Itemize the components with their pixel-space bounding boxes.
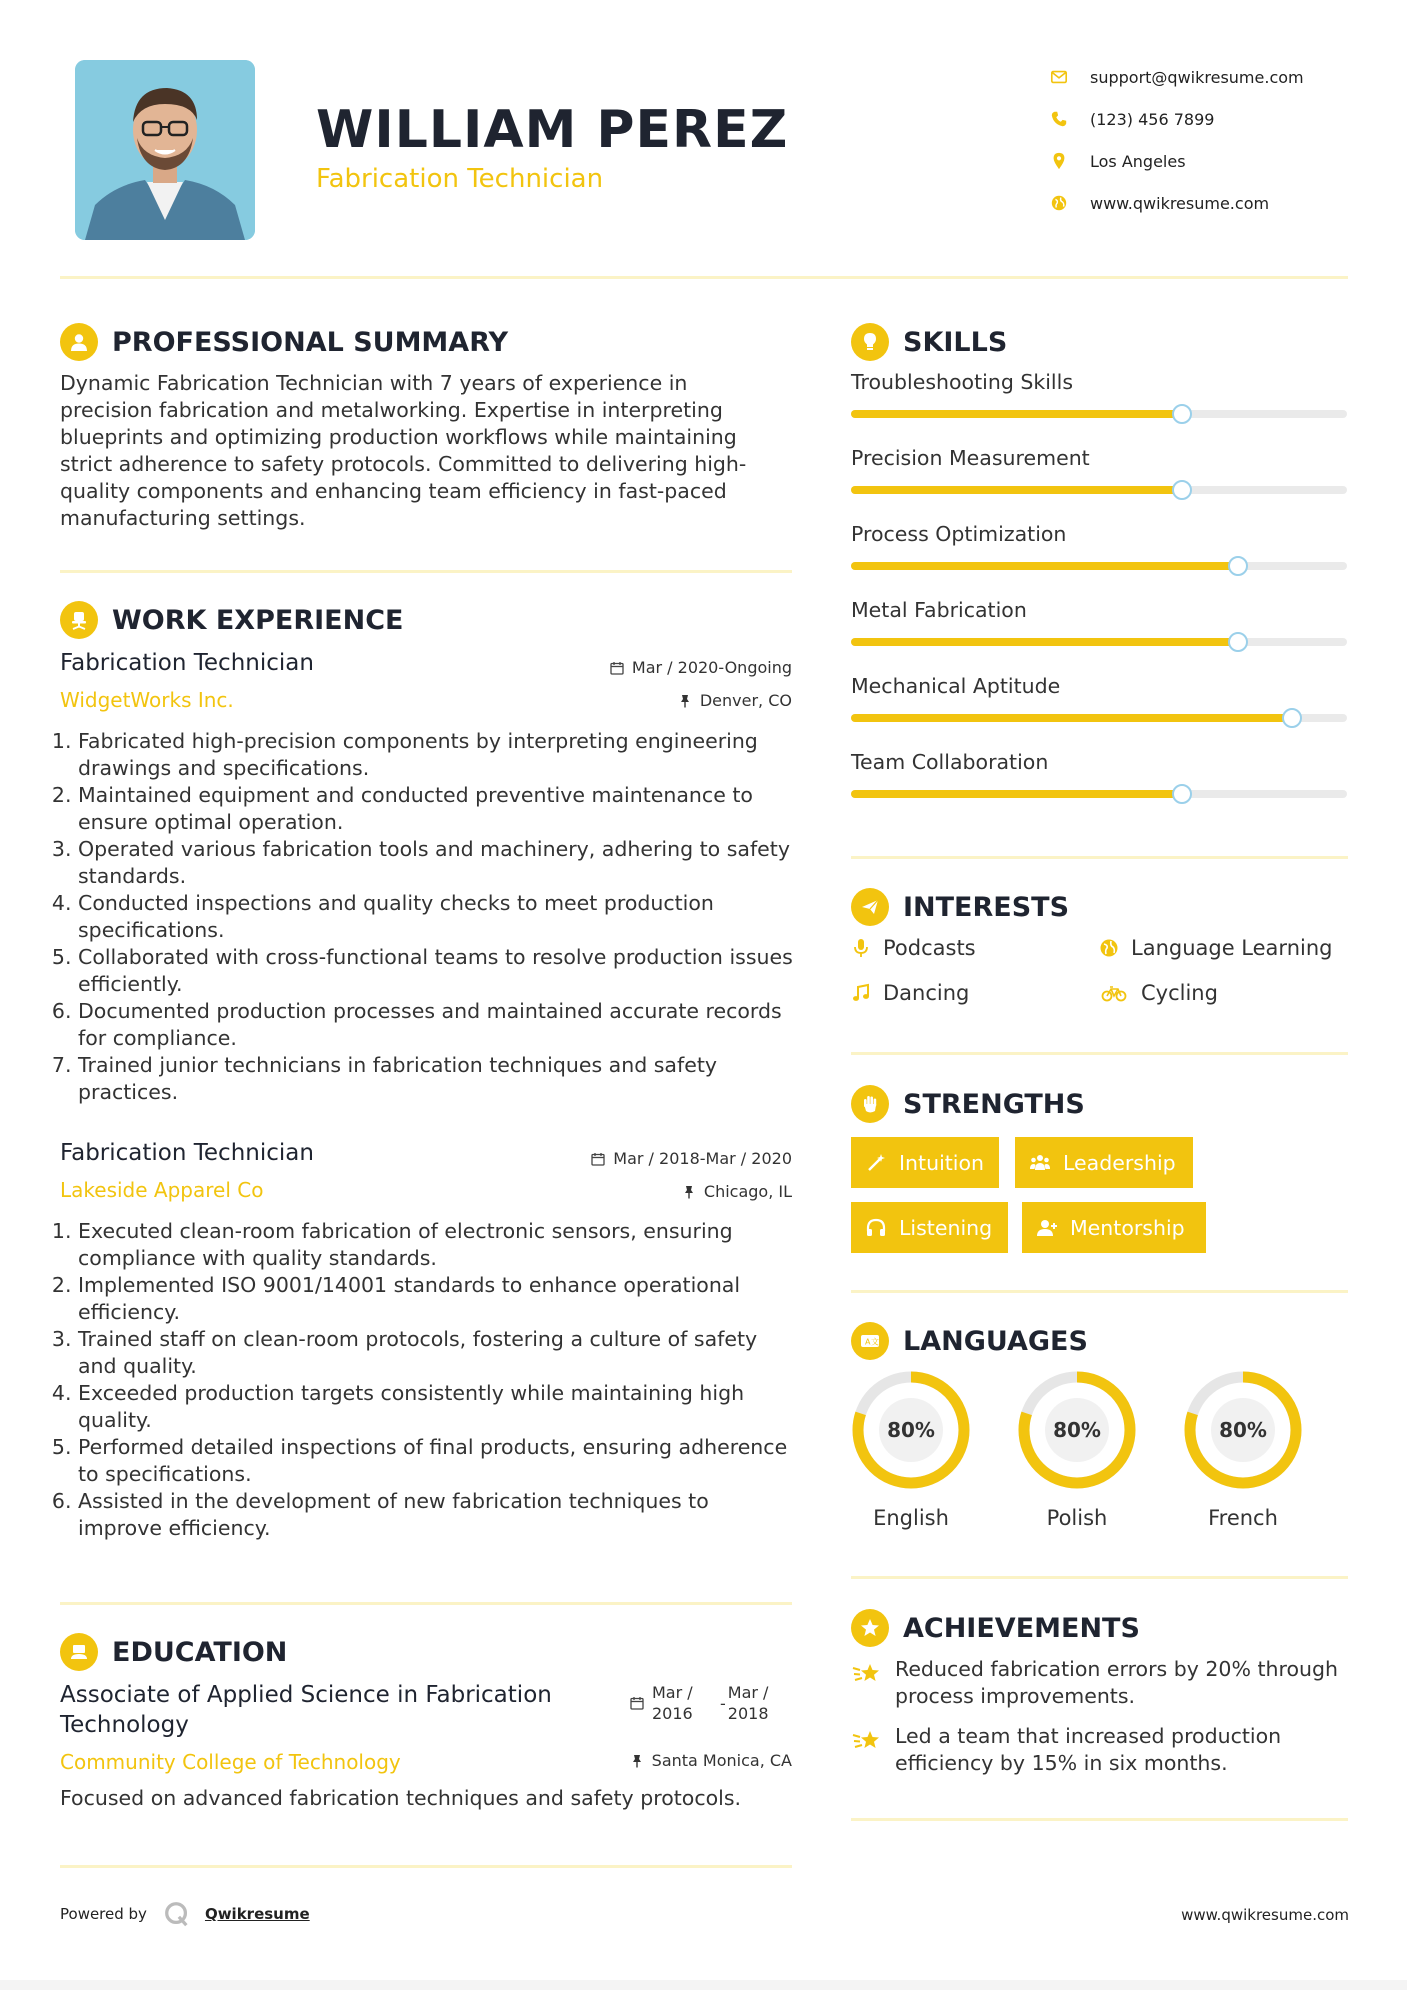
contact-location	[1050, 140, 1304, 182]
skill-name: Metal Fabrication	[851, 598, 1027, 622]
contact-phone	[1050, 98, 1304, 140]
job-location	[560, 1182, 792, 1201]
interest-label: Language Learning	[1131, 936, 1333, 960]
language-ring	[1181, 1368, 1305, 1492]
shooting-star-icon	[851, 1658, 883, 1690]
music-icon	[851, 983, 871, 1003]
skill-name: Precision Measurement	[851, 446, 1090, 470]
skill-name: Team Collaboration	[851, 750, 1049, 774]
contact-website-text[interactable]: www.qwikresume.com	[1090, 193, 1270, 213]
job-location-text: Chicago, IL	[703, 1182, 792, 1201]
language-item	[1015, 1368, 1139, 1530]
skill-bar	[851, 562, 1347, 570]
language-name: Polish	[1046, 1506, 1108, 1530]
education-description: Focused on advanced fabrication techniques and safety protocols.	[60, 1786, 742, 1810]
language-percent: 80%	[1053, 1418, 1101, 1442]
svg-text:文: 文	[871, 1337, 879, 1347]
interests-divider	[851, 1052, 1348, 1055]
list-item: 3. Trained staff on clean-room protocols, fostering a culture of safety and quality.	[78, 1326, 792, 1380]
strength-chip	[851, 1137, 999, 1188]
languages-heading	[851, 1322, 1088, 1360]
svg-text:A: A	[865, 1337, 871, 1347]
magic-wand-icon	[865, 1152, 887, 1174]
education-location	[560, 1751, 792, 1770]
education-heading-text: EDUCATION	[112, 1636, 288, 1668]
strength-chip	[1015, 1137, 1193, 1188]
job-dates	[560, 658, 792, 677]
powered-by-text: Powered by	[60, 1905, 147, 1923]
skill-level-knob	[1228, 556, 1248, 576]
summary-heading	[60, 323, 508, 361]
lightbulb-icon	[851, 323, 889, 361]
pushpin-icon	[678, 694, 692, 708]
skill-bar	[851, 638, 1347, 646]
contact-list	[1050, 56, 1304, 224]
experience-heading	[60, 601, 403, 639]
qwikresume-logo-icon	[163, 1900, 191, 1928]
skills-heading-text: SKILLS	[903, 326, 1008, 358]
skill-level-knob	[1172, 784, 1192, 804]
contact-email-text[interactable]: support@qwikresume.com	[1090, 67, 1304, 87]
skill-bar-fill	[851, 790, 1182, 798]
list-item: 6. Assisted in the development of new fabrication techniques to improve efficiency.	[78, 1488, 792, 1542]
list-item: 1. Executed clean-room fabrication of electronic sensors, ensuring compliance with quality standards.	[78, 1218, 792, 1272]
skill-bar	[851, 486, 1347, 494]
candidate-title: Fabrication Technician	[316, 164, 604, 194]
summary-text: Dynamic Fabrication Technician with 7 years of experience in precision fabrication and metalworking. Expertise in interpreting blueprints and optimizing production workflows while maintaining strict adherence to safety protocols. Committed to delivering high-quality components and enhancing team efficiency in fast-paced manufacturing settings.	[60, 371, 747, 530]
contact-phone-text[interactable]: (123) 456 7899	[1090, 109, 1215, 129]
skill-bar-fill	[851, 562, 1238, 570]
education-date-end: Mar / 2018	[727, 1683, 769, 1723]
education-date-separator: -	[720, 1693, 726, 1713]
contact-email	[1050, 56, 1304, 98]
achievements-divider	[851, 1818, 1348, 1821]
skill-bar	[851, 714, 1347, 722]
skill-item	[851, 750, 1347, 798]
office-chair-icon	[60, 601, 98, 639]
language-percent: 80%	[1219, 1418, 1267, 1442]
skill-bar-fill	[851, 638, 1238, 646]
microphone-icon	[851, 938, 871, 958]
list-item: 7. Trained junior technicians in fabrication techniques and safety practices.	[78, 1052, 800, 1106]
map-pin-icon	[1050, 152, 1068, 170]
list-item: 2. Maintained equipment and conducted preventive maintenance to ensure optimal operation.	[78, 782, 800, 836]
achievements-heading	[851, 1609, 1140, 1647]
skill-bar-fill	[851, 714, 1292, 722]
interest-label: Podcasts	[883, 936, 976, 960]
experience-heading-text: WORK EXPERIENCE	[112, 604, 404, 636]
graduation-icon	[60, 1633, 98, 1671]
skill-item	[851, 370, 1347, 418]
list-item: 1. Fabricated high-precision components by interpreting engineering drawings and specifications.	[78, 728, 800, 782]
skill-name: Troubleshooting Skills	[851, 370, 1074, 394]
skills-heading	[851, 323, 1007, 361]
pushpin-icon	[630, 1754, 644, 1768]
list-item: 4. Exceeded production targets consistently while maintaining high quality.	[78, 1380, 792, 1434]
contact-website	[1050, 182, 1304, 224]
footer-powered-by	[60, 1900, 310, 1928]
shooting-star-icon	[851, 1725, 883, 1757]
paper-plane-icon	[851, 888, 889, 926]
list-item: 4. Conducted inspections and quality checks to meet production specifications.	[78, 890, 800, 944]
company-name: WidgetWorks Inc.	[60, 688, 234, 712]
users-icon	[1029, 1152, 1051, 1174]
interest-item	[851, 936, 976, 960]
qwikresume-link[interactable]: Qwikresume	[204, 1905, 310, 1923]
footer-website[interactable]: www.qwikresume.com	[1181, 1906, 1349, 1924]
strength-label: Mentorship	[1070, 1215, 1185, 1240]
strength-label: Intuition	[899, 1150, 985, 1175]
language-item	[849, 1368, 973, 1530]
language-ring	[1015, 1368, 1139, 1492]
education-dates	[630, 1682, 786, 1724]
skill-bar	[851, 410, 1347, 418]
user-icon	[60, 323, 98, 361]
strengths-heading	[851, 1085, 1085, 1123]
job-title: Fabrication Technician	[60, 1140, 314, 1166]
achievement-text: Led a team that increased production efficiency by 15% in six months.	[895, 1724, 1282, 1775]
degree-line-2: Technology	[60, 1712, 189, 1738]
list-item: 6. Documented production processes and maintained accurate records for compliance.	[78, 998, 800, 1052]
interests-heading-text: INTERESTS	[903, 891, 1070, 923]
star-badge-icon	[851, 1609, 889, 1647]
skills-divider	[851, 856, 1348, 859]
calendar-icon	[630, 1696, 644, 1710]
achievement-item	[851, 1656, 1351, 1710]
job-bullets	[60, 728, 800, 1106]
summary-heading-text: PROFESSIONAL SUMMARY	[112, 326, 509, 358]
languages-divider	[851, 1576, 1348, 1579]
interests-heading	[851, 888, 1069, 926]
job-dates-text: Mar / 2018-Mar / 2020	[613, 1149, 792, 1168]
degree-line-1: Associate of Applied Science in Fabrication	[60, 1682, 552, 1708]
strength-chip	[851, 1202, 1008, 1253]
user-plus-icon	[1036, 1217, 1058, 1239]
skill-name: Mechanical Aptitude	[851, 674, 1061, 698]
language-ring	[849, 1368, 973, 1492]
pushpin-icon	[682, 1185, 696, 1199]
languages-heading-text: LANGUAGES	[903, 1325, 1088, 1357]
language-card-icon	[851, 1322, 889, 1360]
strength-chip	[1022, 1202, 1206, 1253]
job-bullets	[60, 1218, 792, 1542]
summary-divider	[60, 570, 792, 573]
interest-label: Cycling	[1141, 981, 1218, 1005]
calendar-icon	[591, 1152, 605, 1166]
job-location-text: Denver, CO	[699, 691, 792, 710]
achievements-heading-text: ACHIEVEMENTS	[903, 1612, 1140, 1644]
job-dates-text: Mar / 2020-Ongoing	[631, 658, 792, 677]
school-name: Community College of Technology	[60, 1750, 401, 1774]
education-heading	[60, 1633, 287, 1671]
skill-level-knob	[1172, 480, 1192, 500]
company-name: Lakeside Apparel Co	[60, 1178, 264, 1202]
list-item: 5. Performed detailed inspections of final products, ensuring adherence to specifications.	[78, 1434, 792, 1488]
interest-item	[851, 981, 969, 1005]
strength-label: Listening	[899, 1215, 993, 1240]
skill-bar	[851, 790, 1347, 798]
interest-item	[1099, 936, 1332, 960]
headphones-icon	[865, 1217, 887, 1239]
language-name: English	[873, 1506, 949, 1530]
skill-item	[851, 446, 1347, 494]
education-date-start: Mar / 2016	[652, 1683, 693, 1723]
globe-icon	[1050, 194, 1068, 212]
header-divider	[60, 276, 1348, 279]
contact-location-text: Los Angeles	[1090, 151, 1186, 171]
job-title: Fabrication Technician	[60, 650, 314, 676]
strength-label: Leadership	[1063, 1150, 1176, 1175]
bicycle-icon	[1099, 983, 1129, 1003]
list-item: 2. Implemented ISO 9001/14001 standards to enhance operational efficiency.	[78, 1272, 792, 1326]
language-item	[1181, 1368, 1305, 1530]
achievement-text: Reduced fabrication errors by 20% through process improvements.	[895, 1657, 1339, 1708]
interest-item	[1099, 981, 1218, 1005]
strengths-heading-text: STRENGTHS	[903, 1088, 1085, 1120]
achievement-item	[851, 1723, 1351, 1777]
skill-bar-fill	[851, 410, 1182, 418]
education-location-text: Santa Monica, CA	[651, 1751, 792, 1770]
calendar-icon	[610, 661, 624, 675]
hand-icon	[851, 1085, 889, 1123]
language-percent: 80%	[887, 1418, 935, 1442]
job-dates	[540, 1149, 792, 1168]
list-item: 5. Collaborated with cross-functional teams to resolve production issues efficiently.	[78, 944, 800, 998]
skill-bar-fill	[851, 486, 1182, 494]
candidate-name: WILLIAM PEREZ	[316, 100, 789, 160]
skill-item	[851, 598, 1347, 646]
page-bottom-edge	[0, 1980, 1407, 1990]
skill-level-knob	[1228, 632, 1248, 652]
strengths-divider	[851, 1290, 1348, 1293]
list-item: 3. Operated various fabrication tools and machinery, adhering to safety standards.	[78, 836, 800, 890]
language-name: French	[1208, 1506, 1278, 1530]
skill-item	[851, 674, 1347, 722]
education-divider	[60, 1865, 792, 1868]
skill-level-knob	[1282, 708, 1302, 728]
globe-icon	[1099, 938, 1119, 958]
experience-divider	[60, 1602, 792, 1605]
envelope-icon	[1050, 68, 1068, 86]
phone-icon	[1050, 110, 1068, 128]
job-location	[560, 691, 792, 710]
skill-level-knob	[1172, 404, 1192, 424]
skill-item	[851, 522, 1347, 570]
skill-name: Process Optimization	[851, 522, 1067, 546]
interest-label: Dancing	[883, 981, 970, 1005]
profile-photo	[75, 60, 255, 240]
